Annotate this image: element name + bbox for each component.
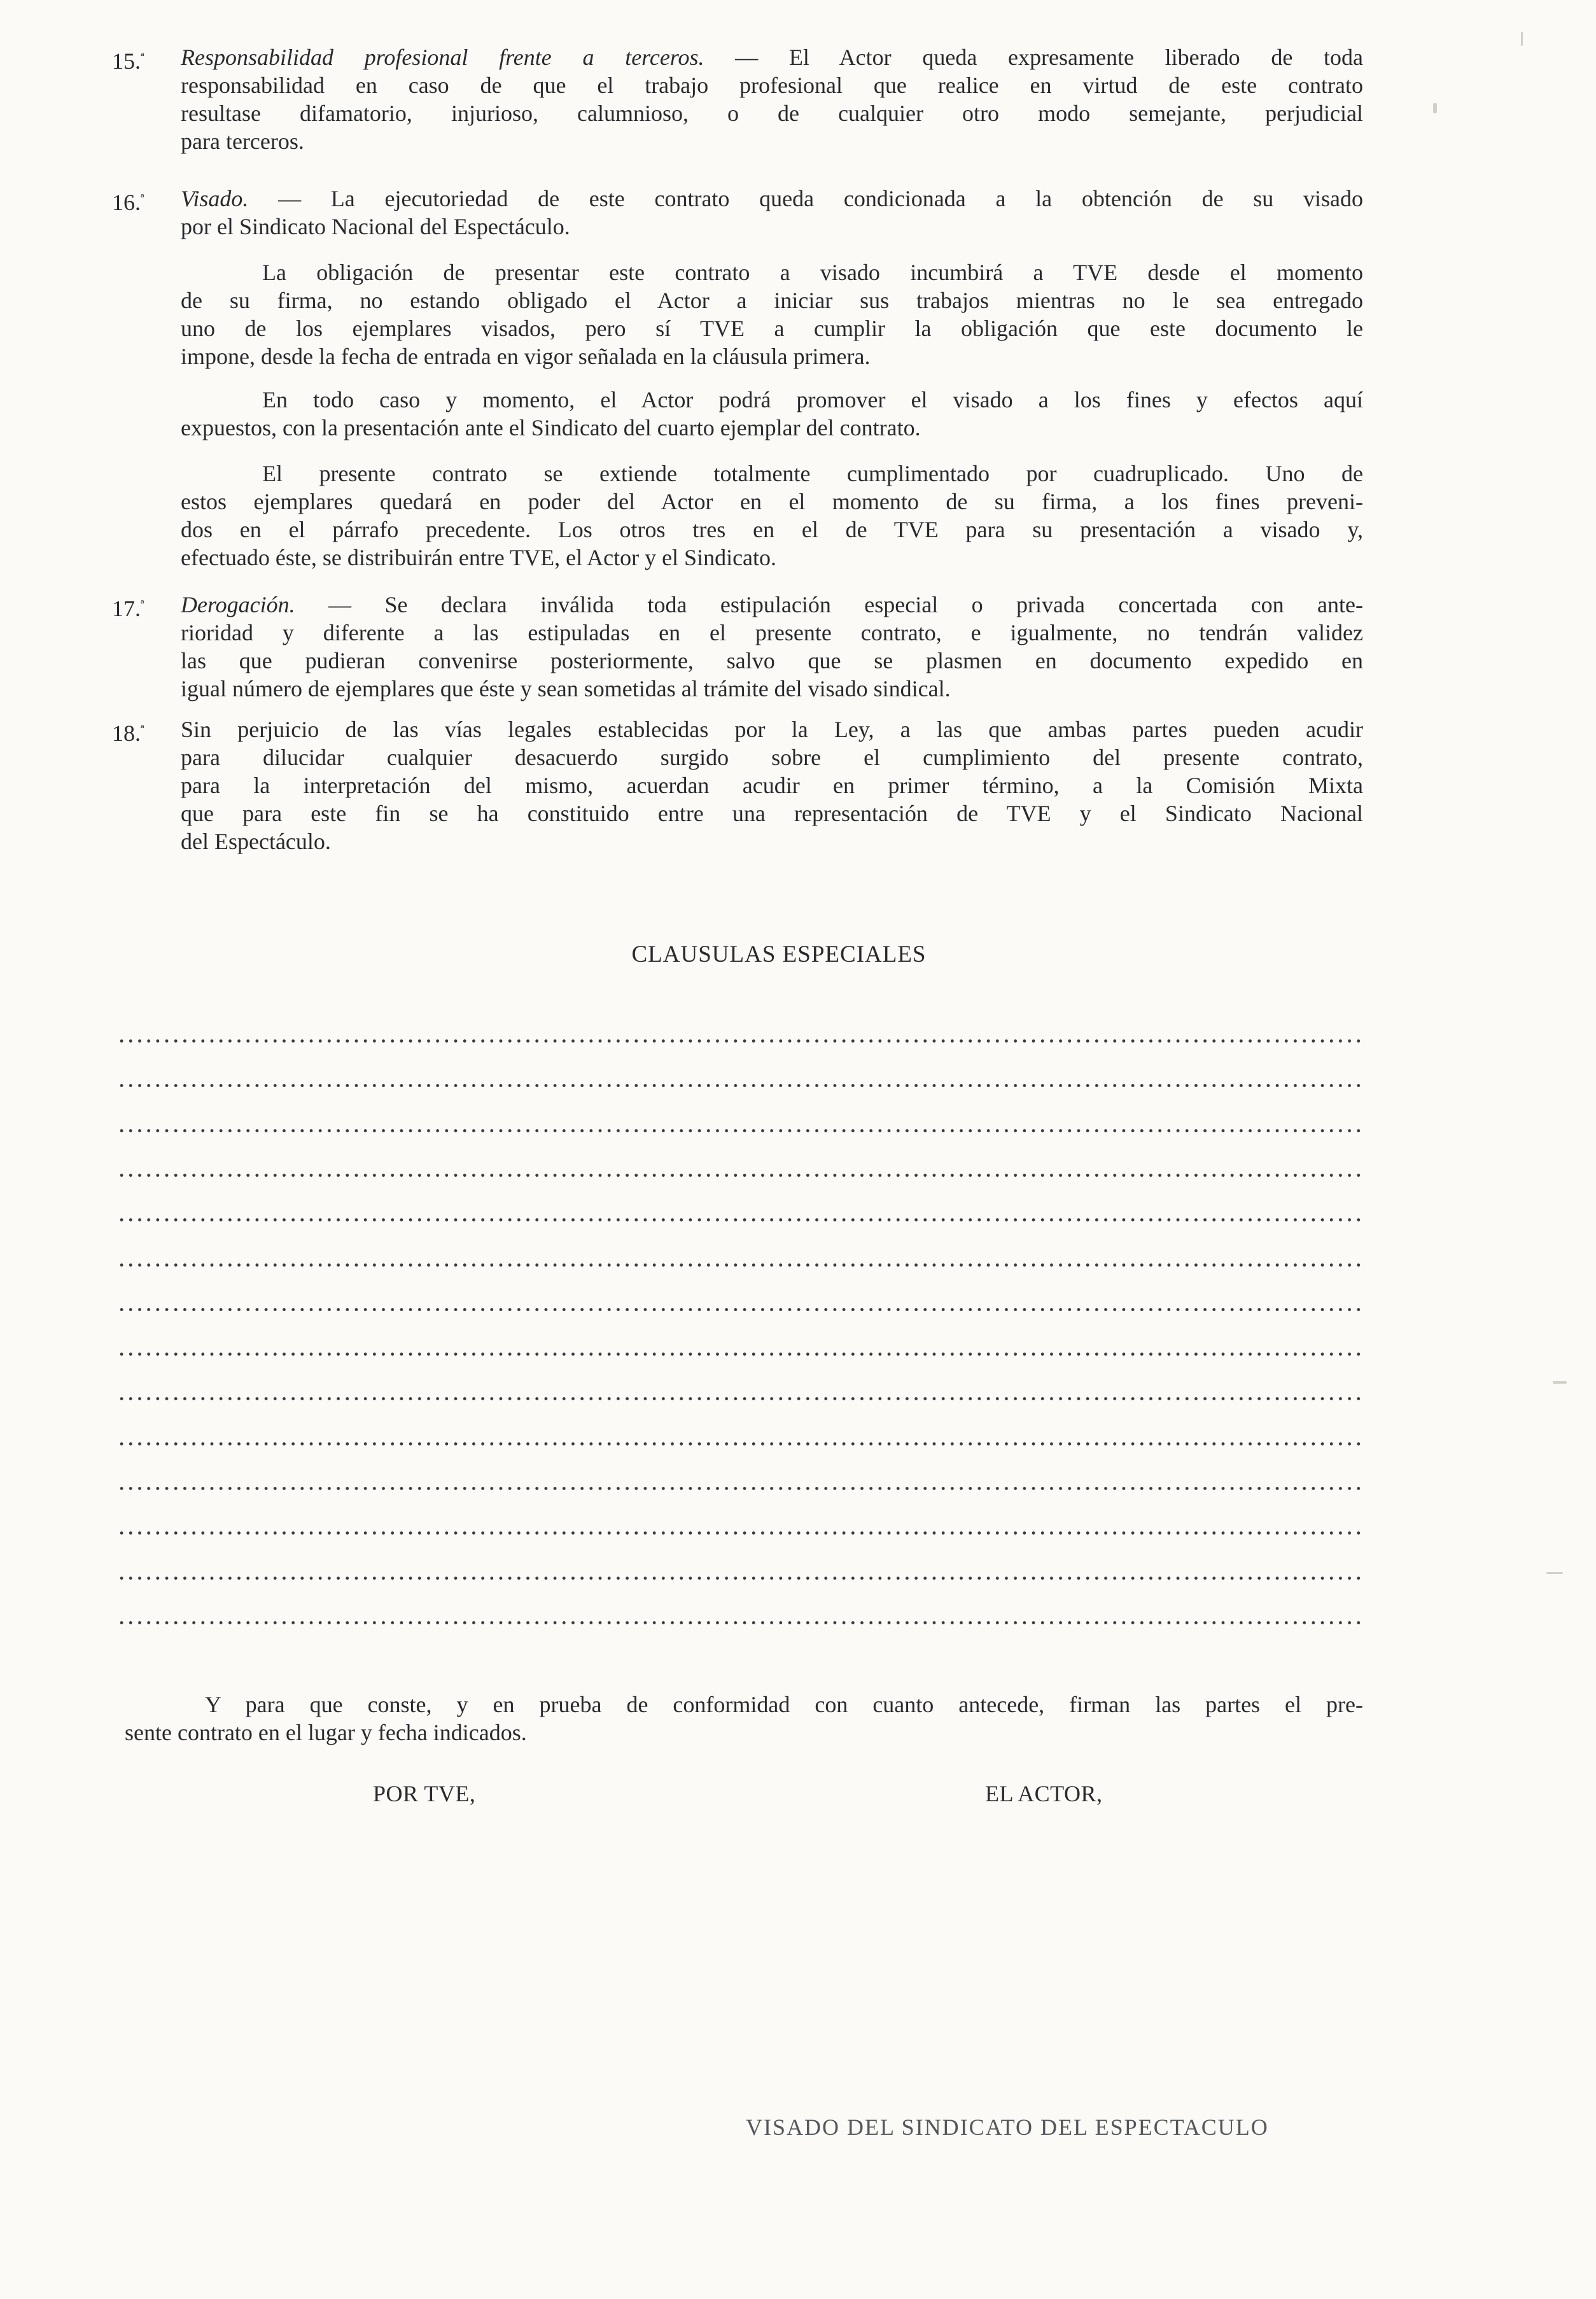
clause-line: impone, desde la fecha de entrada en vigor señalada en la cláusula primera. — [181, 344, 871, 369]
clause-line: que para este fin se ha constituido entre una representación de TVE y el Sindicato Nacional — [181, 801, 1363, 826]
clause-16 — [112, 185, 1363, 572]
clause-17 — [112, 591, 1363, 703]
paragraph — [181, 460, 1363, 572]
clause-title: Responsabilidad profesional frente a terceros. — [181, 45, 704, 70]
signature-label-tve: POR TVE, — [373, 1781, 476, 1806]
clause-line: Sin perjuicio de las vías legales establecidas por la Ley, a las que ambas partes pueden acudir — [181, 717, 1363, 742]
clause-number: 18.$^ª$ — [112, 721, 144, 746]
clause-number: 15.$^ª$ — [112, 48, 144, 74]
dotted-blank-line — [117, 1306, 1363, 1312]
clause-line: estos ejemplares quedará en poder del Actor en el momento de su firma, a los fines preveni- — [181, 489, 1363, 514]
dotted-blank-line — [117, 1037, 1363, 1044]
clause-line: rioridad y diferente a las estipuladas en el presente contrato, e igualmente, no tendrán validez — [181, 620, 1363, 645]
clause-line: responsabilidad en caso de que el trabajo profesional que realice en virtud de este contrato — [181, 73, 1363, 98]
clause-line: uno de los ejemplares visados, pero sí TVE a cumplir la obligación que este documento le — [181, 316, 1363, 341]
clause-line: de su firma, no estando obligado el Actor a iniciar sus trabajos mientras no le sea entregado — [181, 288, 1363, 313]
dotted-blank-line — [117, 1351, 1363, 1357]
clause-line: para la interpretación del mismo, acuerdan acudir en primer término, a la Comisión Mixta — [181, 773, 1363, 798]
clause-line: Responsabilidad profesional frente a terceros. — El Actor queda expresamente liberado de toda — [181, 45, 1363, 70]
scan-speck — [1433, 103, 1437, 113]
clause-line: por el Sindicato Nacional del Espectáculo. — [181, 214, 570, 239]
clause-line: del Espectáculo. — [181, 829, 331, 854]
paragraph — [181, 258, 1363, 370]
clause-15 — [112, 43, 1363, 155]
clause-title: Visado. — [181, 186, 249, 211]
clause-line: igual número de ejemplares que éste y sean sometidas al trámite del visado sindical. — [181, 676, 951, 701]
clause-line: dos en el párrafo precedente. Los otros tres en el de TVE para su presentación a visado y, — [181, 517, 1363, 542]
closing-line: Y para que conste, y en prueba de conformidad con cuanto antecede, firman las partes el pre- — [205, 1692, 1363, 1717]
clause-18 — [112, 715, 1363, 855]
clause-number: 17.$^ª$ — [112, 596, 144, 621]
dotted-blank-line — [117, 1262, 1363, 1268]
dotted-blank-line — [117, 1485, 1363, 1491]
scan-speck — [1553, 1381, 1567, 1384]
signature-label-actor: EL ACTOR, — [985, 1781, 1103, 1806]
dotted-blank-line — [117, 1575, 1363, 1581]
clause-line: efectuado éste, se distribuirán entre TVE, el Actor y el Sindicato. — [181, 545, 777, 570]
dotted-blank-line — [117, 1440, 1363, 1447]
clause-line: Derogación. — Se declara inválida toda estipulación especial o privada concertada con ante- — [181, 592, 1363, 617]
clause-line: expuestos, con la presentación ante el Sindicato del cuarto ejemplar del contrato. — [181, 415, 921, 440]
dotted-blank-line — [117, 1172, 1363, 1178]
clause-line: La obligación de presentar este contrato a visado incumbirá a TVE desde el momento — [262, 260, 1363, 285]
closing-paragraph — [125, 1691, 1363, 1747]
paragraph — [181, 386, 1363, 442]
clause-line: Visado. — La ejecutoriedad de este contrato queda condicionada a la obtención de su visado — [181, 186, 1363, 211]
clause-title: Derogación. — [181, 592, 295, 617]
clause-number: 16.$^ª$ — [112, 190, 144, 215]
dotted-blank-line — [117, 1216, 1363, 1223]
clause-line: En todo caso y momento, el Actor podrá promover el visado a los fines y efectos aquí — [262, 387, 1363, 412]
clause-line: para dilucidar cualquier desacuerdo surgido sobre el cumplimiento del presente contrato, — [181, 745, 1363, 770]
clause-line: las que pudieran convenirse posteriormente, salvo que se plasmen en documento expedido en — [181, 648, 1363, 673]
dotted-blank-line — [117, 1529, 1363, 1536]
clause-line: para terceros. — [181, 129, 304, 154]
closing-line: sente contrato en el lugar y fecha indicados. — [125, 1720, 527, 1745]
dotted-blank-line — [117, 1127, 1363, 1134]
dotted-blank-line — [117, 1082, 1363, 1088]
dotted-blank-line — [117, 1619, 1363, 1626]
scan-speck — [1521, 32, 1523, 46]
scan-speck — [1546, 1572, 1563, 1574]
special-clauses-heading: CLAUSULAS ESPECIALES — [631, 941, 927, 967]
clause-line: resultase difamatorio, injurioso, calumnioso, o de cualquier otro modo semejante, perjudicial — [181, 101, 1363, 126]
dotted-blank-line — [117, 1395, 1363, 1402]
clause-line: El presente contrato se extiende totalmente cumplimentado por cuadruplicado. Uno de — [262, 461, 1363, 486]
union-visa-stamp-label: VISADO DEL SINDICATO DEL ESPECTACULO — [746, 2114, 1269, 2140]
